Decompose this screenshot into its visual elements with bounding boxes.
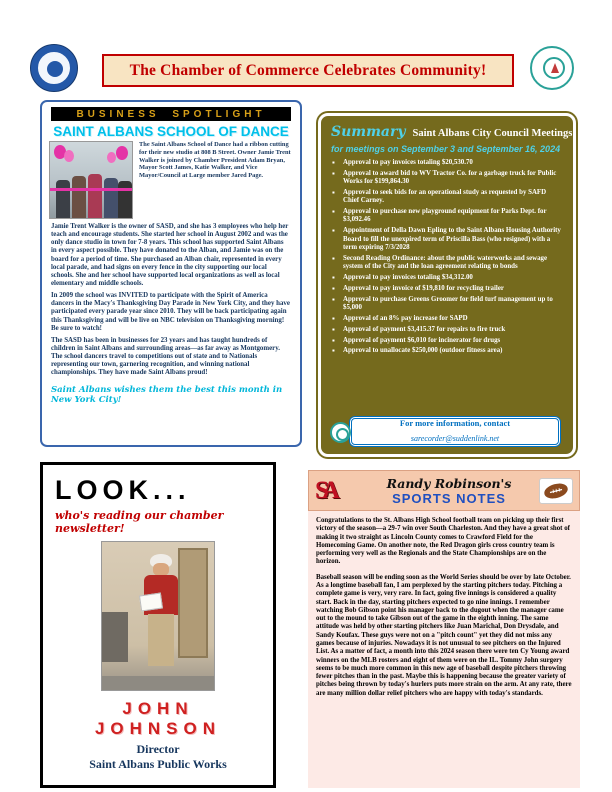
sports-byline: Randy Robinson's (386, 475, 512, 491)
look-subtitle: who's reading our chamber newsletter! (55, 509, 224, 535)
council-item: ▪ Approval to award bid to WV Tractor Co. for a garbage truck for Public Works for $199,864.30 (331, 170, 563, 187)
council-list (331, 159, 563, 356)
spotlight-paragraph: The SASD has been in businesses for 23 years and has taught hundreds of children in Saint Albans and surrounding areas—as far away as Montgomery. The school dancers travel to competitions out of state and to Nationals representing our town, garnering recognition, and winning national championships. They have made Saint Albans proud! (51, 336, 281, 377)
sports-paragraph: Congratulations to the St. Albans High School football team on picking up their first victory of the season—a 29-7 win over South Charleston. And they have a great shot of making it two straight as Lincoln County comes to Crawford Field for the Homecoming Game. On another note, the Red Dragon girls cross country team is performing very well as the Regionals and the State Championships are on the horizon. (316, 517, 570, 566)
council-item: ▪ Approval to pay invoice of $19,810 for recycling trailer (331, 285, 563, 293)
reader-organization: Saint Albans Public Works (89, 757, 227, 771)
council-item: ▪ Approval of payment $3,415.37 for repairs to fire truck (331, 326, 563, 334)
sports-paragraph: Baseball season will be ending soon as the World Series should be over by late October. As a longtime baseball fan, I am perplexed by the starting pitchers today. Pitching a complete game is very, very rare. In fact, going five innings is considered a quality start. Back in the day, starting pitchers expected to go nine innings. I remember watching Bob Gibson point his manager back to the dugout when the manager came out to the mound to take Gibson out of the game in the eighth inning. The same attitude was held by other starting pitchers like Juan Marichal, Don Drysdale, and Sandy Koufax. These guys were not on a "pitch count" yet they did not miss any games because of injuries. Nowadays it is not unusual to see pitchers on the Injured List. As a matter of fact, a month into this 2024 season there were ten Cy Young award winners on the MLB rosters and eight of them were on the IL. Tommy John surgery seems to be much more common in this new age of baseball despite pitchers throwing fewer pitches than in the past. Maybe this is happening because the greater variety of pitches being thrown by today's hurlers puts more strain on the arm. At any rate, there are many million dollar relief pitchers who are happy with today's standards. (316, 573, 572, 697)
photo-cabinet (102, 612, 128, 662)
council-subtitle: for meetings on September 3 and September 16, 2024 (331, 144, 561, 154)
sports-body (308, 511, 580, 788)
sports-titles (359, 476, 539, 506)
photo-person (104, 178, 118, 218)
council-item: ▪ Appointment of Della Dawn Epling to the Saint Albans Housing Authority Board to fill the unexpired term of Priscilla Bass (who resigned) with a term expiring 7/3/2028 (331, 227, 563, 252)
council-item: ▪ Approval to seek bids for an operational study as requested by SAFD Chief Carney. (331, 189, 563, 206)
council-item: ▪ Approval to purchase new playground equipment for Parks Dept. for $3,092.46 (331, 208, 563, 225)
council-item: ▪ Approval to unallocate $250,000 (outdoor fitness area) (331, 347, 563, 355)
council-item: ▪ Approval of an 8% pay increase for SAPD (331, 315, 563, 323)
photo-person (88, 174, 102, 218)
business-spotlight-header: BUSINESS SPOTLIGHT (51, 107, 291, 121)
council-item: ▪ Second Reading Ordinance: about the public waterworks and sewage system of the City and the loan agreement relating to bonds (331, 255, 563, 272)
photo-person (72, 176, 86, 218)
banner-title: The Chamber of Commerce Celebrates Community! (129, 61, 487, 79)
look-title: LOOK... (55, 475, 191, 505)
john-johnson-photo (101, 541, 215, 691)
city-logo-icon (530, 46, 574, 90)
sports-header (308, 470, 580, 511)
balloon-decoration (116, 146, 128, 160)
business-spotlight-box (40, 100, 302, 447)
photo-person (118, 181, 132, 218)
chamber-seal-icon (30, 44, 78, 92)
sports-notes-section (308, 470, 580, 788)
sa-monogram-icon: SA (315, 476, 333, 504)
contact-text: For more information, contact (399, 417, 511, 428)
banner (102, 54, 514, 87)
contact-email-link[interactable]: sarecorder@suddenlink.net (410, 433, 500, 443)
spotlight-title: SAINT ALBANS SCHOOL OF DANCE (53, 124, 289, 139)
city-logo-mark (543, 57, 565, 79)
contact-logo-icon (330, 422, 351, 443)
photo-person (56, 180, 70, 218)
sports-title: SPORTS NOTES (392, 490, 506, 506)
summary-label: Summary (331, 124, 406, 140)
football-icon (539, 478, 573, 504)
balloon-decoration (64, 150, 74, 162)
contact-email-line (352, 428, 558, 446)
council-item: ▪ Approval to purchase Greens Groomer for field turf management up to $5,000 (331, 296, 563, 313)
spotlight-footer: Saint Albans wishes them the best this month in New York City! (51, 384, 283, 405)
council-item: ▪ Approval to pay invoices totaling $34,312.00 (331, 274, 563, 282)
ribbon-cutting-photo (49, 141, 133, 219)
council-header (331, 123, 573, 141)
photo-floor (102, 676, 214, 690)
photo-caption: The Saint Albans School of Dance had a ribbon cutting for their new studio at 808 B Street. Owner Jamie Trent Walker is joined by Chamber President Adam Bryan, Mayor Scott James, Katie Walker, and Vice Mayor/Council at Large member Jared Page. (139, 141, 291, 180)
spotlight-paragraph: In 2009 the school was INVITED to participate with the Spirit of America dancers in the Macy's Thanksgiving Day Parade in New York City, and they have participated every parade year since 2010. They will be back participating again this Thanksgiving and will be live on NBC television on Thanksgiving morning! Be sure to watch! (51, 292, 290, 332)
council-title: Saint Albans City Council Meetings (412, 128, 573, 139)
spotlight-photo-row (49, 141, 293, 219)
look-box (40, 462, 276, 788)
council-item: ▪ Approval of payment $6,010 for incinerator for drugs (331, 337, 563, 345)
contact-box (349, 416, 561, 447)
chamber-seal-core (47, 61, 63, 77)
photo-newsletter-paper (139, 593, 163, 612)
ribbon-decoration (50, 188, 132, 191)
photo-door (178, 548, 208, 658)
photo-pants (148, 614, 174, 666)
reader-name: JOHN JOHNSON (94, 699, 222, 738)
reader-role: Director (136, 742, 180, 756)
council-item: ▪ Approval to pay invoices totaling $20,530.70 (331, 159, 563, 167)
council-summary-box (318, 113, 576, 457)
balloon-decoration (107, 152, 116, 163)
spotlight-paragraph: Jamie Trent Walker is the owner of SASD, and she has 3 employees who help her teach and encourage students. She started her school in August 2002 and was the only dance studio in town for 7-8 years. This school has supported Saint Albans in every aspect possible. They have donated to the Alban, and Jamie was on the board for a period of time. She purchased an Alban chair, represented in every local parade, and had signs on every fence in the city supporting our local schools. She and her school have supported local organizations as well as local elementary and middle schools. (51, 223, 289, 287)
